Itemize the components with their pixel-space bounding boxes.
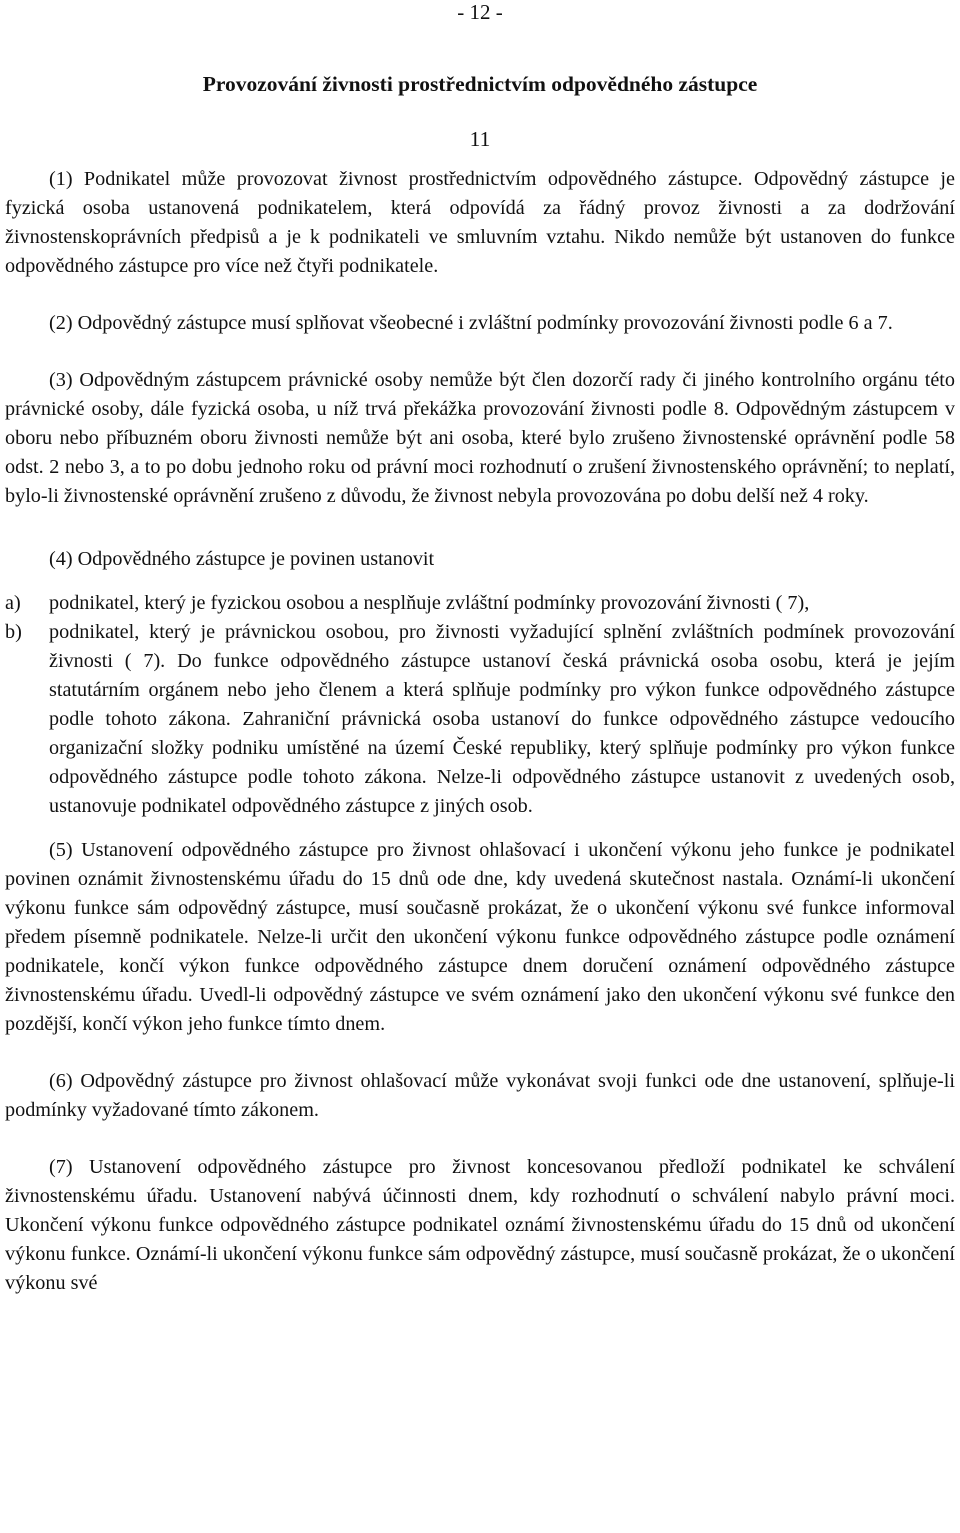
paragraph-3: (3) Odpovědným zástupcem právnické osoby nemůže být člen dozorčí rady či jiného kontrolního orgánu této právnické osoby, dále fyzická osoba, u níž trvá překážka provozování živnosti podle 8. Odpovědným zástupcem v oboru nebo příbuzném oboru živnosti nemůže být ani osoba, které bylo zrušeno živnostenské oprávnění podle 58 odst. 2 nebo 3, a to po dobu jednoho roku od právní moci rozhodnutí o zrušení živnostenského oprávnění; to neplatí, bylo-li živnostenské oprávnění zrušeno z důvodu, že živnost nebyla provozována po dobu delší než 4 roky. [5, 369, 955, 507]
list-text-a: podnikatel, který je fyzickou osobou a nesplňuje zvláštní podmínky provozování živnosti ( 7), [49, 592, 810, 614]
list [5, 589, 955, 821]
list-item-a [5, 589, 955, 618]
paragraph-2: (2) Odpovědný zástupce musí splňovat všeobecné i zvláštní podmínky provozování živnosti podle 6 a 7. [49, 312, 893, 334]
page-title: Provozování živnosti prostřednictvím odpovědného zástupce [202, 72, 758, 96]
page-number: - 12 - [457, 0, 503, 24]
paragraph-1: (1) Podnikatel může provozovat živnost prostřednictvím odpovědného zástupce. Odpovědný zástupce je fyzická osoba ustanovená podnikatelem, která odpovídá za řádný provoz živnosti a za dodržování živnostenskoprávních předpisů a je k podnikateli ve smluvním vztahu. Nikdo nemůže být ustanoven do funkce odpovědného zástupce pro více než čtyři podnikatele. [5, 168, 955, 277]
paragraph-6: (6) Odpovědný zástupce pro živnost ohlašovací může vykonávat svoji funkci ode dne ustanovení, splňuje-li podmínky vyžadované tímto zákonem. [5, 1070, 955, 1121]
list-marker-b: b) [5, 621, 22, 643]
list-item-b [5, 618, 955, 821]
list-text-b: podnikatel, který je právnickou osobou, pro živnosti vyžadující splnění zvláštních podmínek provozování živnosti ( 7). Do funkce odpovědného zástupce ustanoví česká právnická osoba osobu, která je jejím statutárním orgánem nebo jeho členem a která splňuje podmínky pro výkon funkce odpovědného zástupce podle tohoto zákona. Zahraniční právnická osoba ustanoví do funkce odpovědného zástupce vedoucího organizační složky podniku umístěné na území České republiky, který splňuje podmínky pro výkon funkce odpovědného zástupce podle tohoto zákona. Nelze-li odpovědného zástupce ustanovit z uvedených osob, ustanovuje podnikatel odpovědného zástupce z jiných osob. [49, 621, 955, 817]
section-number: 11 [469, 127, 491, 151]
paragraph-4: (4) Odpovědného zástupce je povinen ustanovit [49, 548, 435, 570]
paragraph-5: (5) Ustanovení odpovědného zástupce pro živnost ohlašovací i ukončení výkonu jeho funkce je podnikatel povinen oznámit živnostenskému úřadu do 15 dnů ode dne, kdy uvedená skutečnost nastala. Oznámí-li ukončení výkonu funkce sám odpovědný zástupce, musí současně prokázat, že o ukončení výkonu své funkce informoval předem písemně podnikatele. Nelze-li určit den ukončení výkonu funkce odpovědného zástupce podle oznámení podnikatele, končí výkon funkce odpovědného zástupce dnem doručení oznámení odpovědného zástupce živnostenskému úřadu. Uvedl-li odpovědný zástupce ve svém oznámení jako den ukončení výkonu své funkce den pozdější, končí výkon jeho funkce tímto dnem. [5, 839, 955, 1035]
list-marker-a: a) [5, 592, 21, 614]
document-body [5, 165, 955, 1298]
paragraph-7: (7) Ustanovení odpovědného zástupce pro živnost koncesovanou předloží podnikatel ke schválení živnostenskému úřadu. Ustanovení nabývá účinnosti dnem, kdy rozhodnutí o schválení nabylo právní moci. Ukončení výkonu funkce odpovědného zástupce podnikatel oznámí živnostenskému úřadu do 15 dnů od ukončení výkonu funkce. Oznámí-li ukončení výkonu funkce sám odpovědný zástupce, musí současně prokázat, že o ukončení výkonu své [5, 1156, 955, 1294]
